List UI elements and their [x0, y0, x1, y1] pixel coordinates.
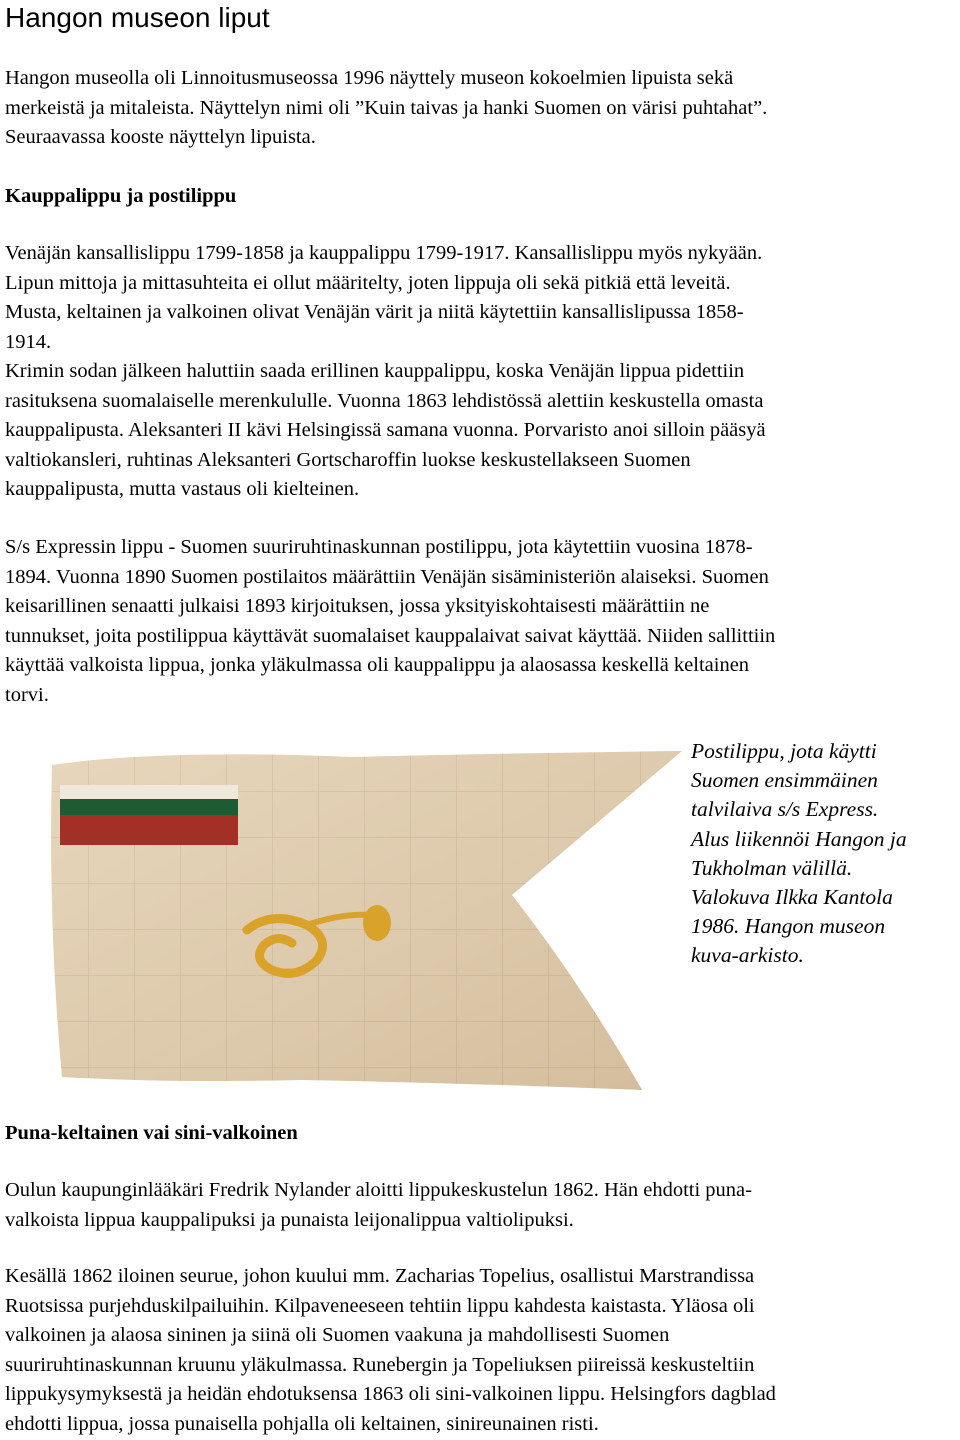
text-line: merkeistä ja mitaleista. Näyttelyn nimi oli ”Kuin taivas ja hanki Suomen on värisi puhtahat”. [5, 96, 768, 119]
caption-line: Postilippu, jota käytti [691, 739, 877, 763]
text-line: ehdotti lippua, jossa punaisella pohjalla oli keltainen, sinireunainen risti. [5, 1412, 599, 1435]
section2-paragraph-2 [5, 1262, 955, 1439]
text-line: valtiokansleri, ruhtinas Aleksanteri Gortscharoffin luokse keskustellakseen Suomen [5, 448, 691, 471]
text-line: 1894. Vuonna 1890 Suomen postilaitos määrättiin Venäjän sisäministeriön alaiseksi. Suomen [5, 565, 769, 588]
text-line: S/s Expressin lippu - Suomen suuriruhtinaskunnan postilippu, jota käytettiin vuosina 1878- [5, 536, 753, 558]
text-line: 1914. [5, 330, 52, 353]
text-line: rasituksena suomalaiselle merenkululle. Vuonna 1863 lehdistössä alettiin keskustella omasta [5, 389, 764, 412]
text-line: keisarillinen senaatti julkaisi 1893 kirjoituksen, jossa yksityiskohtaisesti määrättiin ne [5, 595, 710, 617]
section2-paragraph-1 [5, 1176, 955, 1235]
text-line: tunnukset, joita postilippua käyttävät suomalaiset kauppalaivat saivat käyttää. Niiden sallittiin [5, 624, 776, 647]
text-line: torvi. [5, 683, 49, 706]
figure-caption [691, 737, 907, 971]
text-line: kauppalipusta. Aleksanteri II kävi Helsingissä samana vuonna. Porvaristo anoi silloin pääsyä [5, 419, 766, 441]
text-line: suuriruhtinaskunnan kruunu yläkulmassa. Runebergin ja Topeliuksen piireissä keskusteltiin [5, 1353, 755, 1376]
page-title: Hangon museon liput [5, 2, 270, 33]
caption-line: Alus liikennöi Hangon ja [691, 826, 907, 851]
text-line: Oulun kaupunginlääkäri Fredrik Nylander aloitti lippukeskustelun 1862. Hän ehdotti puna- [5, 1179, 752, 1201]
text-line: Ruotsissa purjehduskilpailuihin. Kilpaveneeseen tehtiin lippu kahdesta kaistasta. Yläosa oli [5, 1294, 755, 1317]
section-heading-puna-keltainen: Puna-keltainen vai sini-valkoinen [5, 1122, 298, 1144]
section1-paragraph-2 [5, 533, 955, 710]
text-line: valkoista lippua kauppalipuksi ja punaista leijonalippua valtiolipuksi. [5, 1208, 574, 1231]
text-line: valkoinen ja alaosa sininen ja siinä oli Suomen vaakuna ja mahdollisesti Suomen [5, 1324, 670, 1346]
text-line: Musta, keltainen ja valkoinen olivat Venäjän värit ja niitä käytettiin kansallislipussa 1858- [5, 301, 744, 323]
text-line: lippukysymyksestä ja heidän ehdotuksensa 1863 oli sini-valkoinen lippu. Helsingfors dagblad [5, 1383, 776, 1405]
text-line: Kesällä 1862 iloinen seurue, johon kuului mm. Zacharias Topelius, osallistui Marstrandissa [5, 1265, 755, 1287]
text-line: Hangon museolla oli Linnoitusmuseossa 1996 näyttely museon kokoelmien lipuista sekä [5, 67, 734, 89]
caption-line: Tukholman välillä. [691, 855, 853, 880]
text-line: Lipun mittoja ja mittasuhteita ei ollut määritelty, joten lippuja oli sekä pitkiä että leveitä. [5, 271, 731, 294]
text-line: kauppalipusta, mutta vastaus oli kielteinen. [5, 478, 360, 500]
caption-line: 1986. Hangon museon [691, 914, 886, 939]
flag-canton [60, 785, 238, 845]
text-line: Krimin sodan jälkeen haluttiin saada erillinen kauppalippu, koska Venäjän lippua pidettiin [5, 360, 745, 382]
section-heading-kauppalippu: Kauppalippu ja postilippu [5, 185, 237, 207]
caption-line: Suomen ensimmäinen [691, 768, 878, 793]
caption-line: talvilaiva s/s Express. [691, 797, 879, 822]
caption-line: kuva-arkisto. [691, 943, 804, 968]
section1-paragraph-1 [5, 239, 955, 505]
text-line: käyttää valkoista lippua, jonka yläkulmassa oli kauppalippu ja alaosassa keskellä keltainen [5, 654, 750, 676]
text-line: Venäjän kansallislippu 1799-1858 ja kauppalippu 1799-1917. Kansallislippu myös nykyään. [5, 242, 763, 264]
postal-flag-photo [42, 745, 697, 1090]
text-line: Seuraavassa kooste näyttelyn lipuista. [5, 126, 316, 148]
caption-line: Valokuva Ilkka Kantola [691, 884, 893, 909]
intro-paragraph [5, 64, 955, 153]
